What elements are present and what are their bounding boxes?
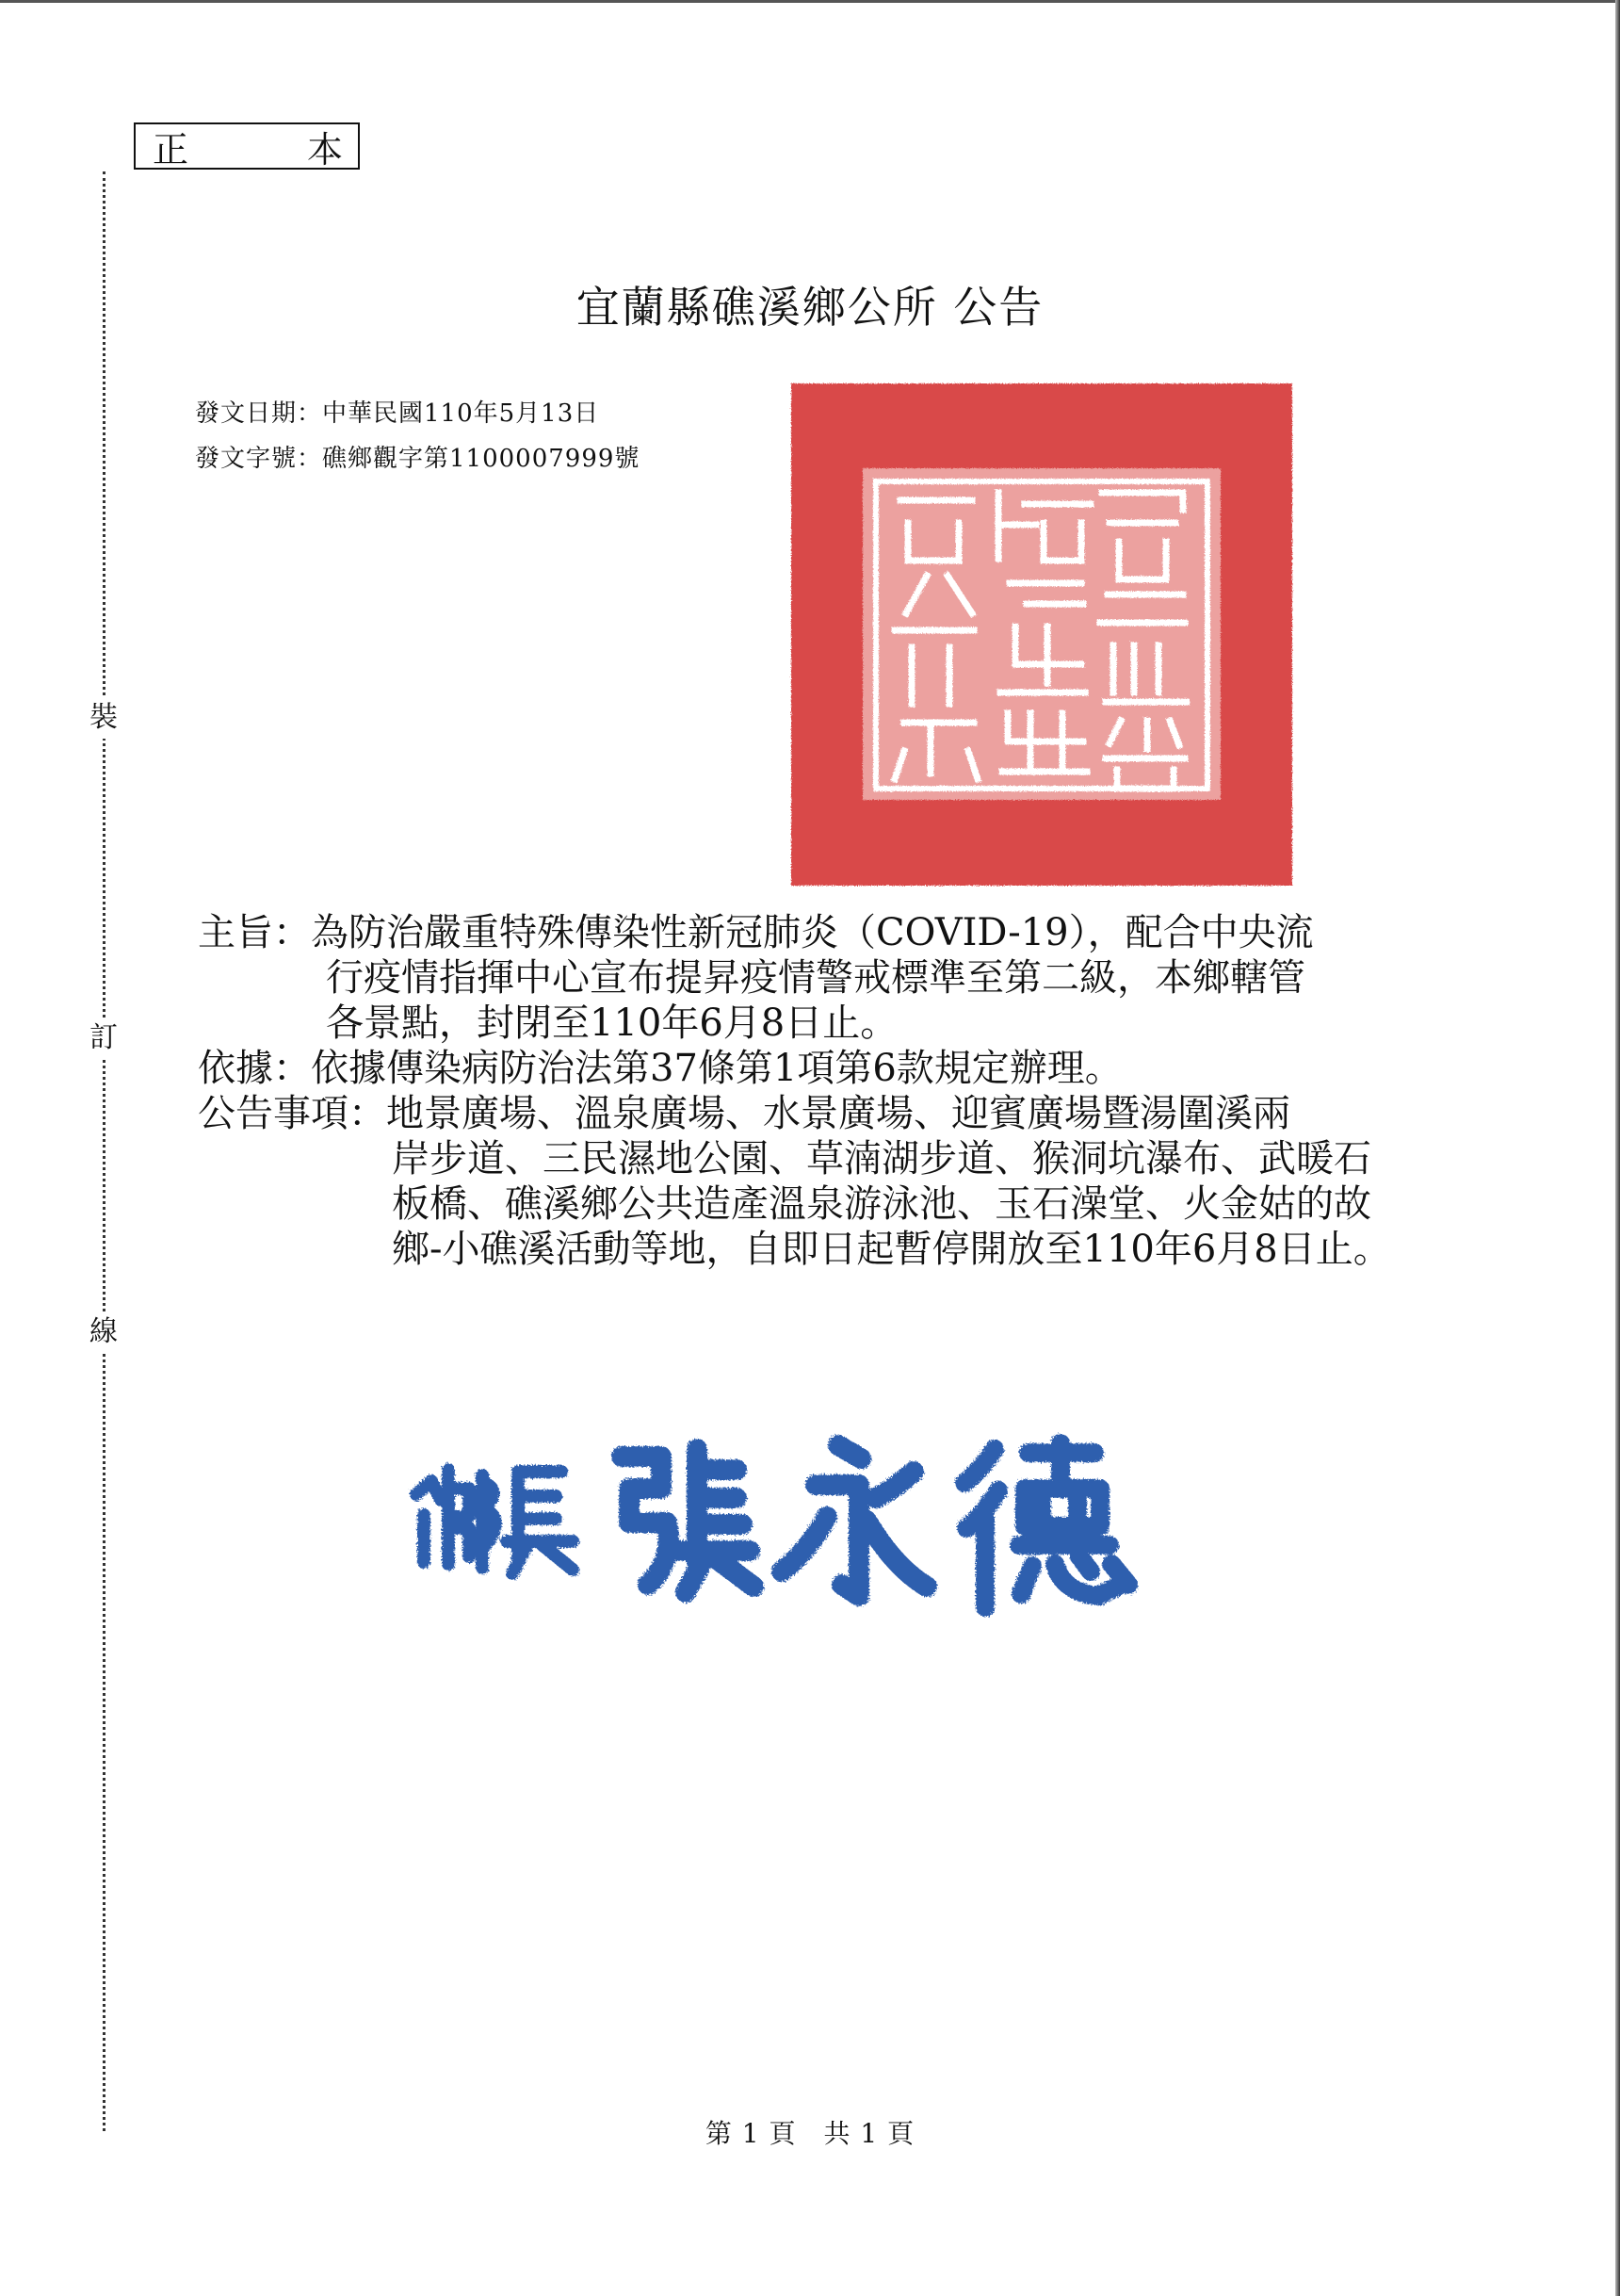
binding-mark-zhuang: 裝 [83, 697, 124, 739]
issue-date [195, 394, 599, 429]
copy-label-left: 正 [153, 128, 189, 171]
issue-number [195, 439, 640, 474]
items-line-2: 岸步道、三民濕地公園、草湳湖步道、猴洞坑瀑布、武暖石 [392, 1137, 1371, 1181]
subject-line-1 [198, 910, 1422, 955]
items-label: 公告事項： [198, 1092, 386, 1135]
subject-label: 主旨： [198, 911, 311, 954]
basis-text: 依據傳染病防治法第37條第1項第6款規定辦理。 [311, 1047, 1123, 1090]
subject-line-3: 各景點，封閉至110年6月8日止。 [326, 1001, 899, 1045]
basis-line [198, 1046, 1422, 1091]
binding-dotted-line [103, 171, 105, 2131]
items-text-1: 地景廣場、溫泉廣場、水景廣場、迎賓廣場暨湯圍溪兩 [386, 1092, 1290, 1135]
document-title: 宜蘭縣礁溪鄉公所 公告 [575, 282, 1045, 333]
subject-text-1: 為防治嚴重特殊傳染性新冠肺炎（COVID-19），配合中央流 [311, 911, 1314, 954]
original-copy-label [134, 122, 360, 170]
official-seal-stamp [789, 382, 1294, 887]
mayor-signature-stamp [396, 1404, 1224, 1630]
issue-number-value: 礁鄉觀字第1100007999號 [322, 445, 640, 473]
copy-label-right: 本 [306, 128, 343, 171]
subject-line-2: 行疫情指揮中心宣布提昇疫情警戒標準至第二級，本鄉轄管 [326, 956, 1305, 1000]
items-line-4: 鄉-小礁溪活動等地，自即日起暫停開放至110年6月8日止。 [392, 1228, 1391, 1271]
issue-number-label: 發文字號： [195, 445, 323, 473]
issue-date-value: 中華民國110年5月13日 [322, 399, 600, 428]
issue-date-label: 發文日期： [195, 399, 323, 428]
announcement-body [198, 910, 1422, 1272]
items-line-3: 板橋、礁溪鄉公共造產溫泉游泳池、玉石澡堂、火金姑的故 [392, 1182, 1371, 1226]
binding-mark-ding: 訂 [83, 1018, 124, 1059]
page-top-edge [0, 0, 1620, 3]
items-line-1 [198, 1091, 1422, 1136]
page-number: 第 1 頁 共 1 頁 [705, 2118, 915, 2149]
binding-mark-xian: 線 [83, 1311, 124, 1353]
basis-label: 依據： [198, 1047, 311, 1090]
page-right-edge [1615, 0, 1620, 2296]
